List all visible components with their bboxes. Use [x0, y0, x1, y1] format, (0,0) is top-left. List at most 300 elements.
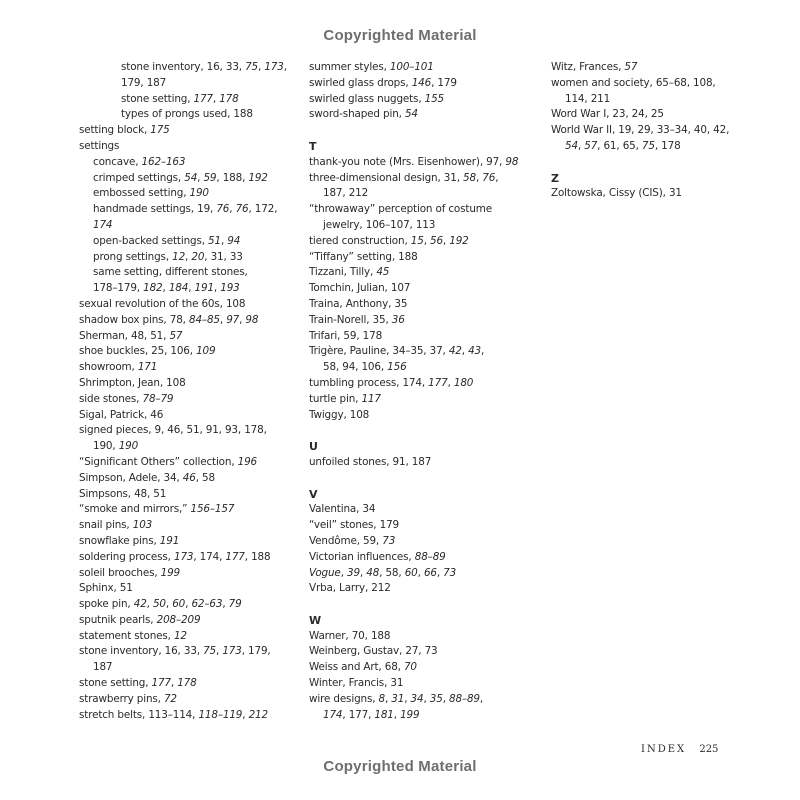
index-subentry: [309, 186, 534, 202]
index-entry: [309, 344, 534, 360]
italic-page-ref: 45: [376, 266, 390, 279]
section-gap: [309, 423, 534, 439]
italic-page-ref: 191: [159, 534, 180, 547]
entry-text: ,: [479, 692, 484, 705]
italic-page-ref: 162–163: [141, 155, 186, 168]
entry-text: Tomchin, Julian, 107: [309, 282, 411, 295]
entry-text: ,: [442, 234, 450, 247]
index-column-1: [79, 60, 294, 723]
index-entry: [309, 250, 534, 266]
italic-page-ref: 192: [449, 234, 469, 247]
italic-page-ref: 178: [219, 92, 239, 105]
italic-page-ref: 60: [172, 598, 186, 611]
italic-page-ref: 98: [505, 155, 519, 168]
entry-text: ,: [146, 598, 153, 611]
index-entry: [79, 392, 294, 408]
entry-text: Traina, Anthony, 35: [309, 297, 408, 310]
entry-text: ,: [404, 692, 411, 705]
index-entry: [309, 202, 534, 218]
italic-page-ref: 78–79: [142, 392, 174, 405]
entry-text: World War II, 19, 29, 33–34, 40, 42,: [551, 124, 730, 137]
index-entry: [309, 107, 534, 123]
index-entry: [309, 234, 534, 250]
entry-text: , 31, 33: [204, 250, 243, 263]
italic-page-ref: 31: [391, 692, 405, 705]
entry-text: ,: [340, 566, 347, 579]
section-letter: T: [309, 139, 317, 153]
index-subentry: [79, 281, 294, 297]
entry-text: Tizzani, Tilly,: [309, 266, 377, 279]
index-entry: [551, 60, 751, 76]
entry-text: ,: [359, 566, 367, 579]
index-entry: [79, 566, 294, 582]
entry-text: handmade settings, 19,: [93, 203, 217, 216]
index-entry: [79, 676, 294, 692]
entry-text: ,: [242, 708, 249, 721]
entry-text: “Significant Others” collection,: [79, 455, 238, 468]
index-entry: [79, 629, 294, 645]
index-entry: [79, 518, 294, 534]
italic-page-ref: 76: [216, 203, 230, 216]
entry-text: , 188,: [216, 171, 249, 184]
entry-text: side stones,: [79, 392, 143, 405]
entry-text: 187, 212: [323, 187, 369, 200]
entry-text: ,: [384, 692, 392, 705]
entry-text: ,: [212, 92, 220, 105]
index-entry: [79, 471, 294, 487]
entry-text: 187: [93, 661, 113, 674]
index-subentry: [79, 155, 294, 171]
italic-page-ref: 173: [173, 550, 194, 563]
index-entry: [79, 408, 294, 424]
section-gap: [309, 597, 534, 613]
entry-text: “Tiffany” setting, 188: [309, 250, 418, 263]
index-subentry: [79, 265, 294, 281]
italic-page-ref: 177: [193, 92, 213, 105]
entry-text: jewelry, 106–107, 113: [323, 218, 436, 231]
entry-text: , 178: [654, 139, 681, 152]
italic-page-ref: 59: [203, 171, 217, 184]
index-entry: [309, 629, 534, 645]
entry-text: “smoke and mirrors,”: [79, 503, 191, 516]
section-letter: V: [309, 487, 318, 501]
italic-page-ref: Vogue: [309, 566, 341, 579]
italic-page-ref: 46: [182, 471, 196, 484]
index-subentry: [79, 60, 294, 76]
italic-page-ref: 66: [423, 566, 437, 579]
index-subentry: [309, 708, 534, 724]
entry-text: tumbling process, 174,: [309, 376, 429, 389]
italic-page-ref: 174: [93, 218, 113, 231]
italic-page-ref: 42: [448, 345, 462, 358]
index-entry: [309, 376, 534, 392]
entry-text: ,: [229, 203, 236, 216]
entry-text: types of prongs used, 188: [121, 108, 253, 121]
page-footer: [641, 744, 718, 755]
index-subentry: [79, 660, 294, 676]
italic-page-ref: 190: [118, 440, 139, 453]
italic-page-ref: 171: [137, 361, 158, 374]
index-subentry: [79, 234, 294, 250]
entry-text: ,: [436, 566, 444, 579]
index-entry: [79, 455, 294, 471]
entry-text: ,: [577, 139, 585, 152]
italic-page-ref: 43: [468, 345, 481, 358]
entry-text: open-backed settings,: [93, 234, 209, 247]
index-subentry: [79, 186, 294, 202]
index-entry: [309, 76, 534, 92]
italic-page-ref: 190: [189, 187, 209, 200]
entry-text: snowflake pins,: [79, 534, 160, 547]
italic-page-ref: 94: [227, 234, 241, 247]
italic-page-ref: 36: [391, 313, 405, 326]
entry-text: swirled glass nuggets,: [309, 92, 425, 105]
italic-page-ref: 39: [347, 566, 360, 579]
entry-text: thank-you note (Mrs. Eisenhower), 97,: [309, 155, 506, 168]
index-entry: [79, 344, 294, 360]
entry-text: unfoiled stones, 91, 187: [309, 455, 432, 468]
index-entry: [79, 692, 294, 708]
italic-page-ref: 156: [387, 361, 407, 374]
index-subentry: [79, 439, 294, 455]
index-entry: [551, 123, 751, 139]
italic-page-ref: 75: [203, 645, 217, 658]
italic-page-ref: 155: [424, 92, 445, 105]
index-subentry: [79, 202, 294, 218]
index-entry: [309, 534, 534, 550]
index-subentry: [79, 107, 294, 123]
italic-page-ref: 57: [624, 61, 638, 73]
italic-page-ref: 54: [184, 171, 198, 184]
index-entry: [309, 155, 534, 171]
entry-text: ,: [239, 313, 246, 326]
italic-page-ref: 70: [403, 661, 417, 674]
italic-page-ref: 57: [169, 329, 183, 342]
italic-page-ref: 118–119: [198, 708, 243, 721]
entry-text: soldering process,: [79, 550, 174, 563]
index-entry: [79, 534, 294, 550]
italic-page-ref: 100–101: [389, 61, 434, 73]
italic-page-ref: 178: [177, 677, 197, 690]
entry-text: Weiss and Art, 68,: [309, 661, 404, 674]
italic-page-ref: 62–63: [191, 598, 223, 611]
entry-text: summer styles,: [309, 61, 390, 73]
entry-text: Zoltowska, Cissy (CIS), 31: [551, 187, 682, 200]
entry-text: stone inventory, 16, 33,: [79, 645, 204, 658]
italic-page-ref: 175: [150, 124, 170, 137]
italic-page-ref: 76: [235, 203, 249, 216]
index-entry: [79, 297, 294, 313]
index-entry: [79, 613, 294, 629]
entry-text: , 58,: [379, 566, 405, 579]
italic-page-ref: 76: [482, 171, 496, 184]
entry-text: 114, 211: [565, 92, 611, 105]
entry-text: Sphinx, 51: [79, 582, 133, 595]
index-entry: [309, 660, 534, 676]
index-entry: [309, 502, 534, 518]
entry-text: ,: [495, 171, 499, 184]
italic-page-ref: 196: [237, 455, 258, 468]
index-column-2: [309, 60, 534, 723]
index-entry: [309, 455, 534, 471]
italic-page-ref: 184: [168, 282, 189, 295]
index-entry: [79, 597, 294, 613]
entry-text: Twiggy, 108: [309, 408, 370, 421]
entry-text: ,: [258, 61, 265, 73]
index-entry: [309, 265, 534, 281]
entry-text: , 172,: [248, 203, 278, 216]
section-gap: [309, 123, 534, 139]
index-entry: [79, 313, 294, 329]
index-entry: [79, 139, 294, 155]
italic-page-ref: 181: [374, 708, 394, 721]
entry-text: ,: [442, 692, 449, 705]
italic-page-ref: 12: [173, 629, 187, 642]
entry-text: ,: [393, 708, 401, 721]
entry-text: , 188: [244, 550, 271, 563]
entry-text: ,: [283, 61, 287, 73]
index-subentry: [79, 218, 294, 234]
italic-page-ref: 42: [133, 598, 147, 611]
entry-text: 179, 187: [121, 76, 167, 89]
entry-text: ,: [162, 282, 169, 295]
entry-text: sexual revolution of the 60s, 108: [79, 297, 246, 310]
entry-text: ,: [197, 171, 204, 184]
entry-text: Valentina, 34: [309, 503, 376, 516]
italic-page-ref: 88–89: [414, 550, 446, 563]
section-letter: U: [309, 440, 318, 454]
italic-page-ref: 35: [429, 692, 443, 705]
index-subentry: [309, 218, 534, 234]
entry-text: Word War I, 23, 24, 25: [551, 108, 664, 121]
italic-page-ref: 58: [463, 171, 476, 184]
entry-text: Train-Norell, 35,: [309, 313, 392, 326]
entry-text: Simpsons, 48, 51: [79, 487, 167, 500]
entry-text: ,: [481, 345, 485, 358]
entry-text: swirled glass drops,: [309, 76, 412, 89]
index-entry: [309, 392, 534, 408]
italic-page-ref: 146: [411, 76, 432, 89]
entry-text: Sherman, 48, 51,: [79, 329, 170, 342]
entry-text: statement stones,: [79, 629, 174, 642]
entry-text: ,: [461, 345, 469, 358]
entry-text: showroom,: [79, 361, 138, 374]
index-entry: [79, 423, 294, 439]
index-subentry: [79, 76, 294, 92]
italic-page-ref: 75: [245, 61, 259, 73]
italic-page-ref: 88–89: [449, 692, 480, 705]
section-gap: [551, 155, 751, 171]
index-entry: [551, 186, 751, 202]
entry-text: setting block,: [79, 124, 151, 137]
index-entry: [79, 581, 294, 597]
footer-section-label: INDEX: [641, 744, 687, 755]
italic-page-ref: 212: [248, 708, 268, 721]
italic-page-ref: 208–209: [156, 613, 201, 626]
index-entry: [309, 550, 534, 566]
entry-text: sputnik pearls,: [79, 613, 157, 626]
index-entry: [309, 329, 534, 345]
italic-page-ref: 199: [160, 566, 181, 579]
index-entry: [309, 566, 534, 582]
index-entry: [309, 581, 534, 597]
entry-text: stone inventory, 16, 33,: [121, 61, 246, 73]
index-subentry: [79, 171, 294, 187]
entry-text: concave,: [93, 155, 142, 168]
entry-text: ,: [417, 566, 424, 579]
entry-text: ,: [423, 692, 430, 705]
entry-text: women and society, 65–68, 108,: [551, 76, 716, 89]
italic-page-ref: 73: [443, 566, 457, 579]
index-entry: [79, 487, 294, 503]
italic-page-ref: 73: [382, 534, 396, 547]
italic-page-ref: 117: [361, 392, 381, 405]
italic-page-ref: 109: [196, 345, 216, 358]
italic-page-ref: 177: [225, 550, 245, 563]
italic-page-ref: 79: [228, 598, 242, 611]
entry-text: ,: [185, 250, 192, 263]
entry-text: stretch belts, 113–114,: [79, 708, 199, 721]
italic-page-ref: 75: [641, 139, 655, 152]
entry-text: , 177,: [342, 708, 375, 721]
index-entry: [309, 297, 534, 313]
entry-text: soleil brooches,: [79, 566, 161, 579]
index-entry: [79, 360, 294, 376]
entry-text: embossed setting,: [93, 187, 190, 200]
index-entry: [309, 676, 534, 692]
entry-text: Witz, Frances,: [551, 61, 625, 73]
italic-page-ref: 48: [366, 566, 380, 579]
entry-text: ,: [222, 598, 229, 611]
entry-text: Trifari, 59, 178: [309, 329, 383, 342]
entry-text: ,: [423, 234, 430, 247]
entry-text: stone setting,: [121, 92, 194, 105]
index-entry: [79, 502, 294, 518]
index-entry: [79, 550, 294, 566]
italic-page-ref: 84–85: [188, 313, 220, 326]
italic-page-ref: 72: [163, 692, 177, 705]
entry-text: 190,: [93, 440, 119, 453]
entry-text: ,: [220, 234, 228, 247]
italic-page-ref: 56: [430, 234, 443, 247]
entry-text: Vendôme, 59,: [309, 534, 383, 547]
index-entry: [309, 644, 534, 660]
index-entry: [79, 123, 294, 139]
index-column-3: [551, 60, 751, 202]
italic-page-ref: 57: [584, 139, 598, 152]
italic-page-ref: 60: [404, 566, 418, 579]
italic-page-ref: 192: [248, 171, 268, 184]
italic-page-ref: 191: [194, 282, 214, 295]
index-entry: [309, 60, 534, 76]
italic-page-ref: 199: [400, 708, 420, 721]
index-subentry: [551, 92, 751, 108]
index-entry: [309, 692, 534, 708]
entry-text: , 179: [431, 76, 457, 89]
entry-text: ,: [447, 376, 454, 389]
italic-page-ref: 177: [428, 376, 448, 389]
italic-page-ref: 51: [208, 234, 221, 247]
entry-text: turtle pin,: [309, 392, 362, 405]
entry-text: ,: [165, 598, 173, 611]
italic-page-ref: 156–157: [190, 503, 235, 516]
italic-page-ref: 15: [410, 234, 424, 247]
entry-text: ,: [216, 645, 223, 658]
index-entry: [309, 281, 534, 297]
entry-text: , 174,: [193, 550, 226, 563]
entry-text: same setting, different stones,: [93, 266, 248, 279]
italic-page-ref: 193: [220, 282, 240, 295]
italic-page-ref: 103: [132, 519, 153, 532]
index-entry: [79, 644, 294, 660]
index-entry: [309, 92, 534, 108]
index-entry: [309, 313, 534, 329]
entry-text: Sigal, Patrick, 46: [79, 408, 164, 421]
entry-text: “veil” stones, 179: [309, 519, 399, 532]
italic-page-ref: 98: [245, 313, 259, 326]
copyright-watermark-top: Copyrighted Material: [323, 27, 477, 44]
entry-text: , 58: [195, 471, 215, 484]
index-entry: [79, 329, 294, 345]
entry-text: signed pieces, 9, 46, 51, 91, 93, 178,: [79, 424, 267, 437]
entry-text: three-dimensional design, 31,: [309, 171, 464, 184]
entry-text: ,: [475, 171, 483, 184]
page-number: 225: [699, 744, 719, 755]
index-entry: [551, 107, 751, 123]
entry-text: Trigère, Pauline, 34–35, 37,: [309, 345, 449, 358]
italic-page-ref: 54: [565, 139, 578, 152]
entry-text: 178–179,: [93, 282, 144, 295]
entry-text: snail pins,: [79, 519, 133, 532]
entry-text: , 179,: [241, 645, 271, 658]
entry-text: Weinberg, Gustav, 27, 73: [309, 645, 438, 658]
index-subentry: [79, 250, 294, 266]
italic-page-ref: 8: [378, 692, 385, 705]
entry-text: spoke pin,: [79, 598, 134, 611]
entry-text: crimped settings,: [93, 171, 185, 184]
entry-text: prong settings,: [93, 250, 173, 263]
index-entry: [79, 376, 294, 392]
entry-text: Vrba, Larry, 212: [309, 582, 391, 595]
entry-text: Winter, Francis, 31: [309, 677, 404, 690]
entry-text: shadow box pins, 78,: [79, 313, 189, 326]
italic-page-ref: 34: [410, 692, 424, 705]
entry-text: tiered construction,: [309, 234, 411, 247]
section-letter: W: [309, 613, 321, 627]
entry-text: ,: [213, 282, 221, 295]
entry-text: Shrimpton, Jean, 108: [79, 376, 186, 389]
entry-text: , 61, 65,: [597, 139, 642, 152]
entry-text: wire designs,: [309, 692, 379, 705]
italic-page-ref: 180: [453, 376, 474, 389]
index-subentry: [79, 92, 294, 108]
index-entry: [79, 708, 294, 724]
entry-text: Victorian influences,: [309, 550, 415, 563]
index-entry: [309, 518, 534, 534]
index-subentry: [551, 139, 751, 155]
italic-page-ref: 12: [172, 250, 186, 263]
copyright-watermark-bottom: Copyrighted Material: [323, 758, 477, 775]
italic-page-ref: 182: [143, 282, 163, 295]
index-entry: [309, 171, 534, 187]
entry-text: 58, 94, 106,: [323, 361, 388, 374]
italic-page-ref: 50: [152, 598, 166, 611]
section-letter: Z: [551, 171, 559, 185]
italic-page-ref: 173: [222, 645, 242, 658]
entry-text: shoe buckles, 25, 106,: [79, 345, 197, 358]
italic-page-ref: 174: [323, 708, 343, 721]
entry-text: Warner, 70, 188: [309, 629, 391, 642]
